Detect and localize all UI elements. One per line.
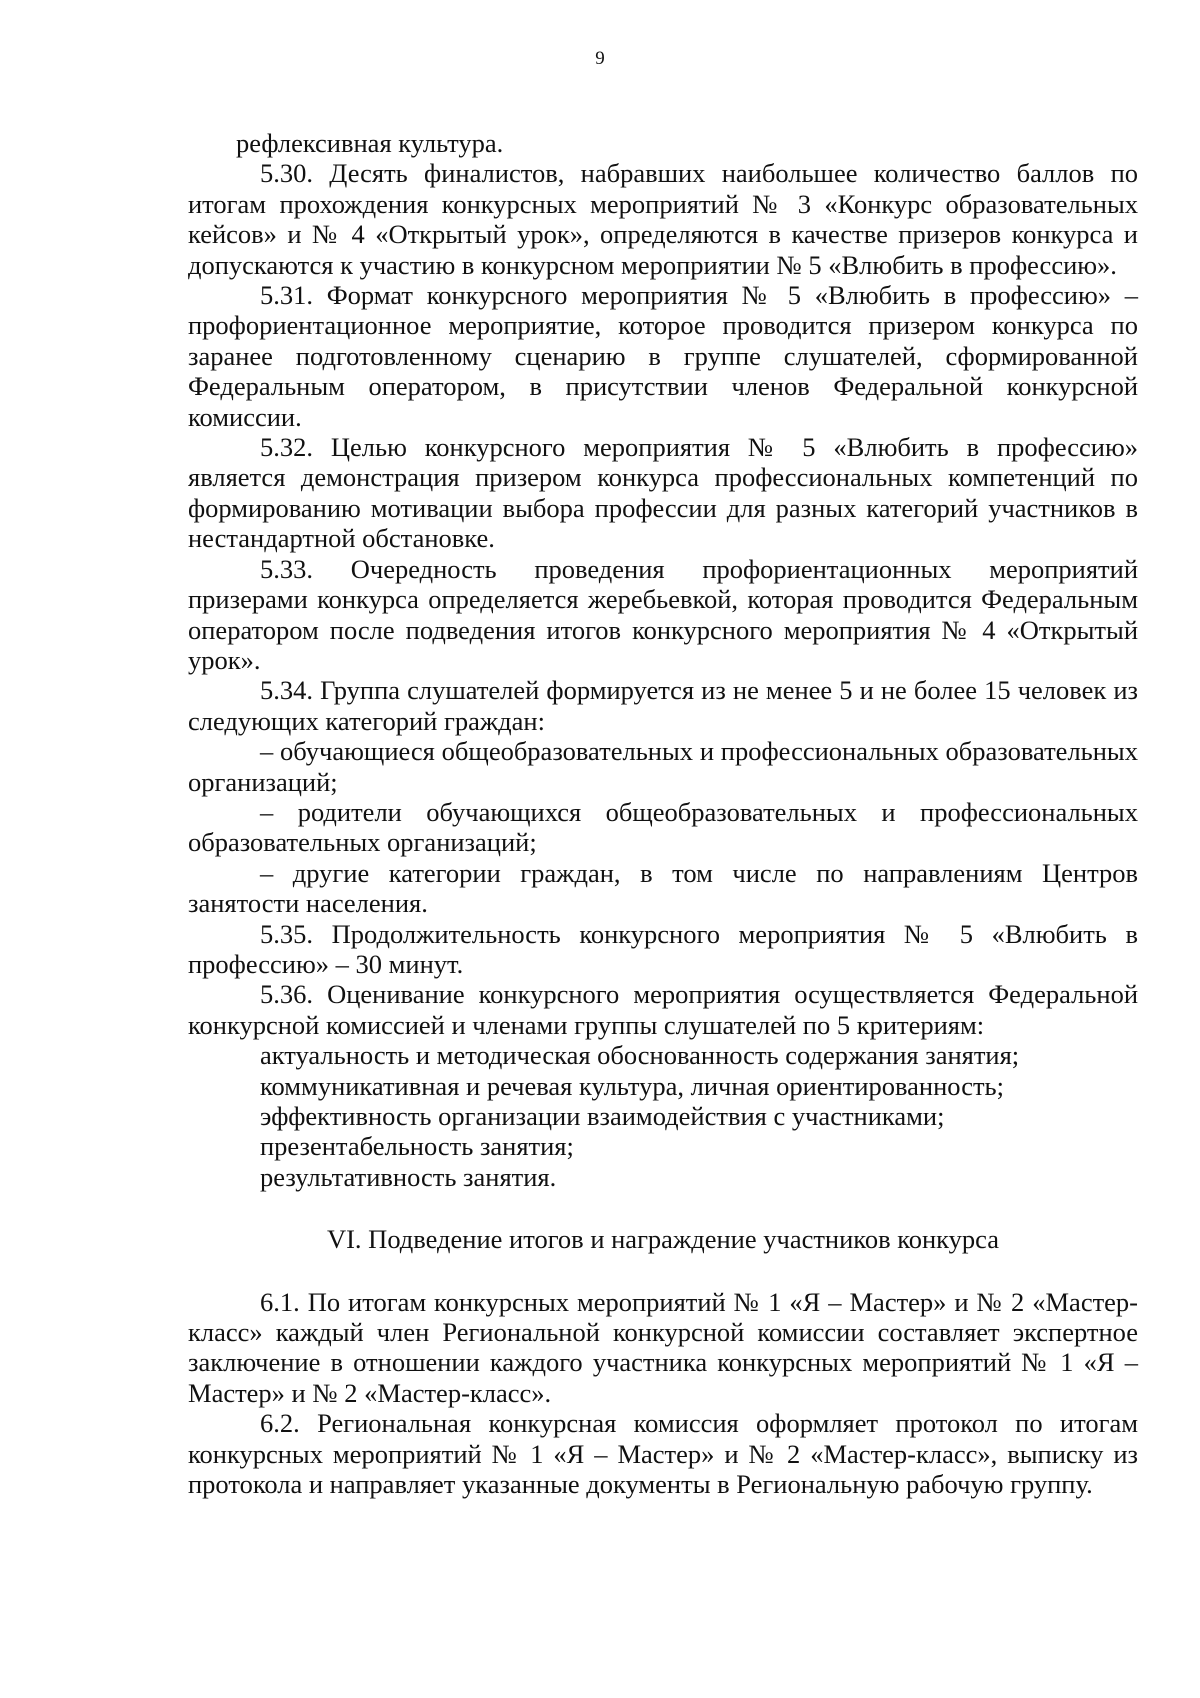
- paragraph-5-32: 5.32. Целью конкурсного мероприятия № 5 «Влюбить в профессию» является демонстрация призером конкурса профессиональных компетенций по формированию мотивации выбора профессии для разных категорий участников в нестандартной обстановке.: [188, 432, 1138, 554]
- paragraph-5-30: 5.30. Десять финалистов, набравших наибольшее количество баллов по итогам прохождения конкурсных мероприятий № 3 «Конкурс образовательных кейсов» и № 4 «Открытый урок», определяются в качестве призеров конкурса и допускаются к участию в конкурсном мероприятии № 5 «Влюбить в профессию».: [188, 158, 1138, 280]
- paragraph: рефлексивная культура.: [236, 128, 504, 158]
- paragraph-5-36: 5.36. Оценивание конкурсного мероприятия осуществляется Федеральной конкурсной комиссией и членами группы слушателей по 5 критериям:: [188, 979, 1138, 1040]
- document-body: [188, 128, 1138, 1499]
- paragraph-5-35: 5.35. Продолжительность конкурсного мероприятия № 5 «Влюбить в профессию» – 30 минут.: [188, 918, 1138, 979]
- criterion-item: результативность занятия.: [260, 1161, 557, 1192]
- criterion-item: коммуникативная и речевая культура, личная ориентированность;: [260, 1070, 1004, 1101]
- page-number: 9: [595, 48, 605, 69]
- paragraph-6-2: 6.2. Региональная конкурсная комиссия оформляет протокол по итогам конкурсных мероприятий № 1 «Я – Мастер» и № 2 «Мастер-класс», выписку из протокола и направляет указанные документы в Региональную рабочую группу.: [188, 1408, 1138, 1500]
- list-item-students: – обучающиеся общеобразовательных и профессиональных образовательных организаций;: [188, 736, 1138, 797]
- section-6-heading: VI. Подведение итогов и награждение участников конкурса: [326, 1224, 1000, 1255]
- list-item-parents: – родители обучающихся общеобразовательных и профессиональных образовательных организаций;: [188, 796, 1138, 858]
- paragraph-5-31: 5.31. Формат конкурсного мероприятия № 5 «Влюбить в профессию» – профориентационное мероприятие, которое проводится призером конкурса по заранее подготовленному сценарию в группе слушателей, сформированной Федеральным оператором, в присутствии членов Федеральной конкурсной комиссии.: [188, 280, 1138, 432]
- paragraph-5-34: 5.34. Группа слушателей формируется из не менее 5 и не более 15 человек из следующих категорий граждан:: [188, 675, 1138, 736]
- criterion-item: эффективность организации взаимодействия с участниками;: [260, 1101, 945, 1131]
- criterion-item: презентабельность занятия;: [260, 1131, 574, 1162]
- paragraph-5-33: 5.33. Очередность проведения профориентационных мероприятий призерами конкурса определяется жеребьевкой, которая проводится Федеральным оператором после подведения итогов конкурсного мероприятия № 4 «Открытый урок».: [188, 553, 1138, 675]
- criterion-item: актуальность и методическая обоснованность содержания занятия;: [260, 1040, 1020, 1071]
- list-item-other-citizens: – другие категории граждан, в том числе по направлениям Центров занятости населения.: [188, 857, 1138, 919]
- paragraph-6-1: 6.1. По итогам конкурсных мероприятий № 1 «Я – Мастер» и № 2 «Мастер-класс» каждый член Региональной конкурсной комиссии составляет экспертное заключение в отношении каждого участника конкурсных мероприятий № 1 «Я – Мастер» и № 2 «Мастер-класс».: [188, 1286, 1138, 1408]
